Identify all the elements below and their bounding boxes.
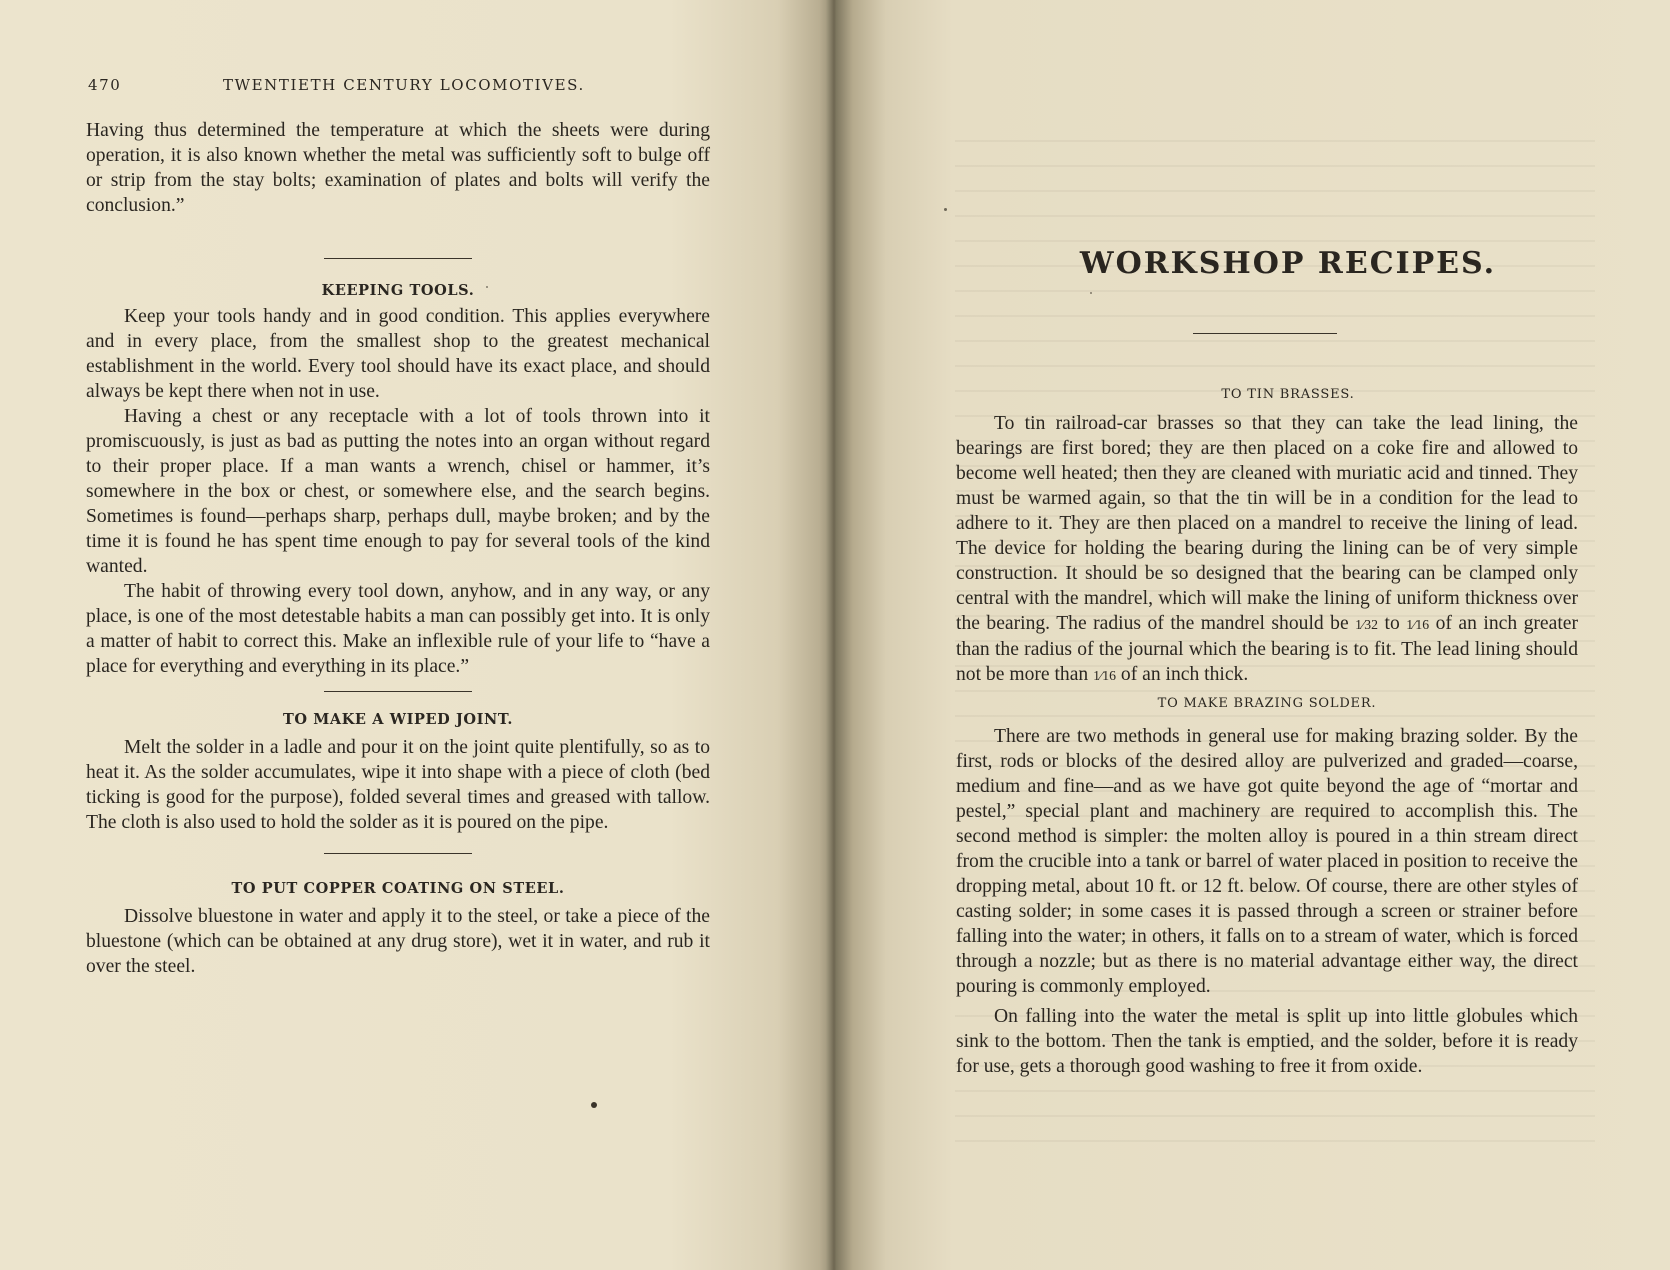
paragraph-text: To tin railroad-car brasses so that they can take the lead lining, the bearings are first bored; they are then placed on a coke fire and allowed to become well heated; then they are cleaned with muriatic acid and tinned. They must be warmed again, so that the tin will be in a condition for the lead to adhere to it. They are then placed on a mandrel to receive the lining of lead. The device for holding the bearing during the lining can be of very simple construction. It should be so designed that the bearing can be clamped only central with the mandrel, which will make the lining of uniform thickness over the bearing. The radius of the mandrel should be [956,413,1578,634]
fraction-one-thirty-second: 1⁄32 [1355,617,1379,632]
intro-paragraph: Having thus determined the temperature at which the sheets were during operation, it is also known whether the metal was sufficiently soft to bulge off or strip from the stay bolts; examination of plates and bolts will verify the conclusion.” [86,120,710,216]
title-divider [1193,333,1337,334]
section-heading-copper-coating: TO PUT COPPER COATING ON STEEL. [231,880,565,897]
ink-speck [944,208,947,211]
section-heading-wiped-joint: TO MAKE A WIPED JOINT. [282,711,514,728]
section-heading-brazing-solder: TO MAKE BRAZING SOLDER. [1157,696,1377,711]
left-text-column [86,118,710,979]
body-paragraph: There are two methods in general use for making brazing solder. By the first, rods or blocks of the desired alloy are pulverized and graded—coarse, medium and fine—and as we have got quite beyond the age of “mortar and pestel,” special plant and machinery are required to accomplish this. The second method is simpler: the molten alloy is poured in a thin stream direct from the crucible into a tank or barrel of water placed in position to receive the dropping metal, about 10 ft. or 12 ft. below. Of course, there are other styles of casting solder; in some cases it is passed through a screen or strainer before falling into the water; in others, it falls on to a stream of water, which is forced through a nozzle; but as there is no material advantage either way, the direct pouring is commonly employed. [956,726,1578,997]
body-paragraph: Dissolve bluestone in water and apply it to the steel, or take a piece of the bluestone (which can be obtained at any drug store), wet it in water, and rub it over the steel. [86,906,710,977]
body-paragraph: On falling into the water the metal is split up into little globules which sink to the bottom. Then the tank is emptied, and the solder, before it is ready for use, gets a thorough good washing to free it from oxide. [956,1006,1578,1077]
ink-speck [591,1102,597,1108]
fraction-one-sixteenth: 1⁄16 [1093,668,1116,683]
ink-speck [486,286,488,288]
section-divider [324,853,472,854]
paragraph-text: of an inch greater than the radius of the journal which the bearing is to fit. The lead lining should not be more than [956,613,1578,685]
section-divider [324,258,472,259]
right-text-column [956,411,1578,1079]
body-paragraph: Melt the solder in a ladle and pour it on the joint quite plentifully, so as to heat it. As the solder accumulates, wipe it into shape with a piece of cloth (bed ticking is good for the purpose), folded several times and greased with tallow. The cloth is also used to hold the solder as it is poured on the pipe. [86,737,710,833]
section-heading-keeping-tools: KEEPING TOOLS. [321,282,475,299]
page-number: 470 [88,76,122,94]
running-head [88,76,708,94]
running-head-title: TWENTIETH CENTURY LOCOMOTIVES. [223,76,585,94]
body-paragraph: Keep your tools handy and in good condition. This applies everywhere and in every place, from the smallest shop to the greatest mechanical establishment in the world. Every tool should have its exact place, and should always be kept there when not in use. [86,306,710,402]
paragraph-text: of an inch thick. [1116,664,1249,685]
ink-speck [1090,292,1092,294]
section-divider [324,691,472,692]
paragraph-text: to [1378,613,1407,634]
section-heading-tin-brasses: TO TIN BRASSES. [1221,387,1355,402]
body-paragraph: The habit of throwing every tool down, anyhow, and in any way, or any place, is one of the most detestable habits a man can possibly get into. It is only a matter of habit to correct this. Make an inflexible rule of your life to “have a place for everything and everything in its place.” [86,581,710,677]
page-title: WORKSHOP RECIPES. [1079,246,1497,281]
body-paragraph: Having a chest or any receptacle with a lot of tools thrown into it promiscuously, is just as bad as putting the notes into an organ without regard to their proper place. If a man wants a wrench, chisel or hammer, it’s somewhere in the box or chest, or somewhere else, and the search begins. Sometimes is found—perhaps sharp, perhaps dull, maybe broken; and by the time it is found he has spent time enough to pay for several tools of the kind wanted. [86,406,710,577]
body-paragraph-tin-brasses [956,411,1578,688]
fraction-one-sixteenth: 1⁄16 [1406,617,1430,632]
